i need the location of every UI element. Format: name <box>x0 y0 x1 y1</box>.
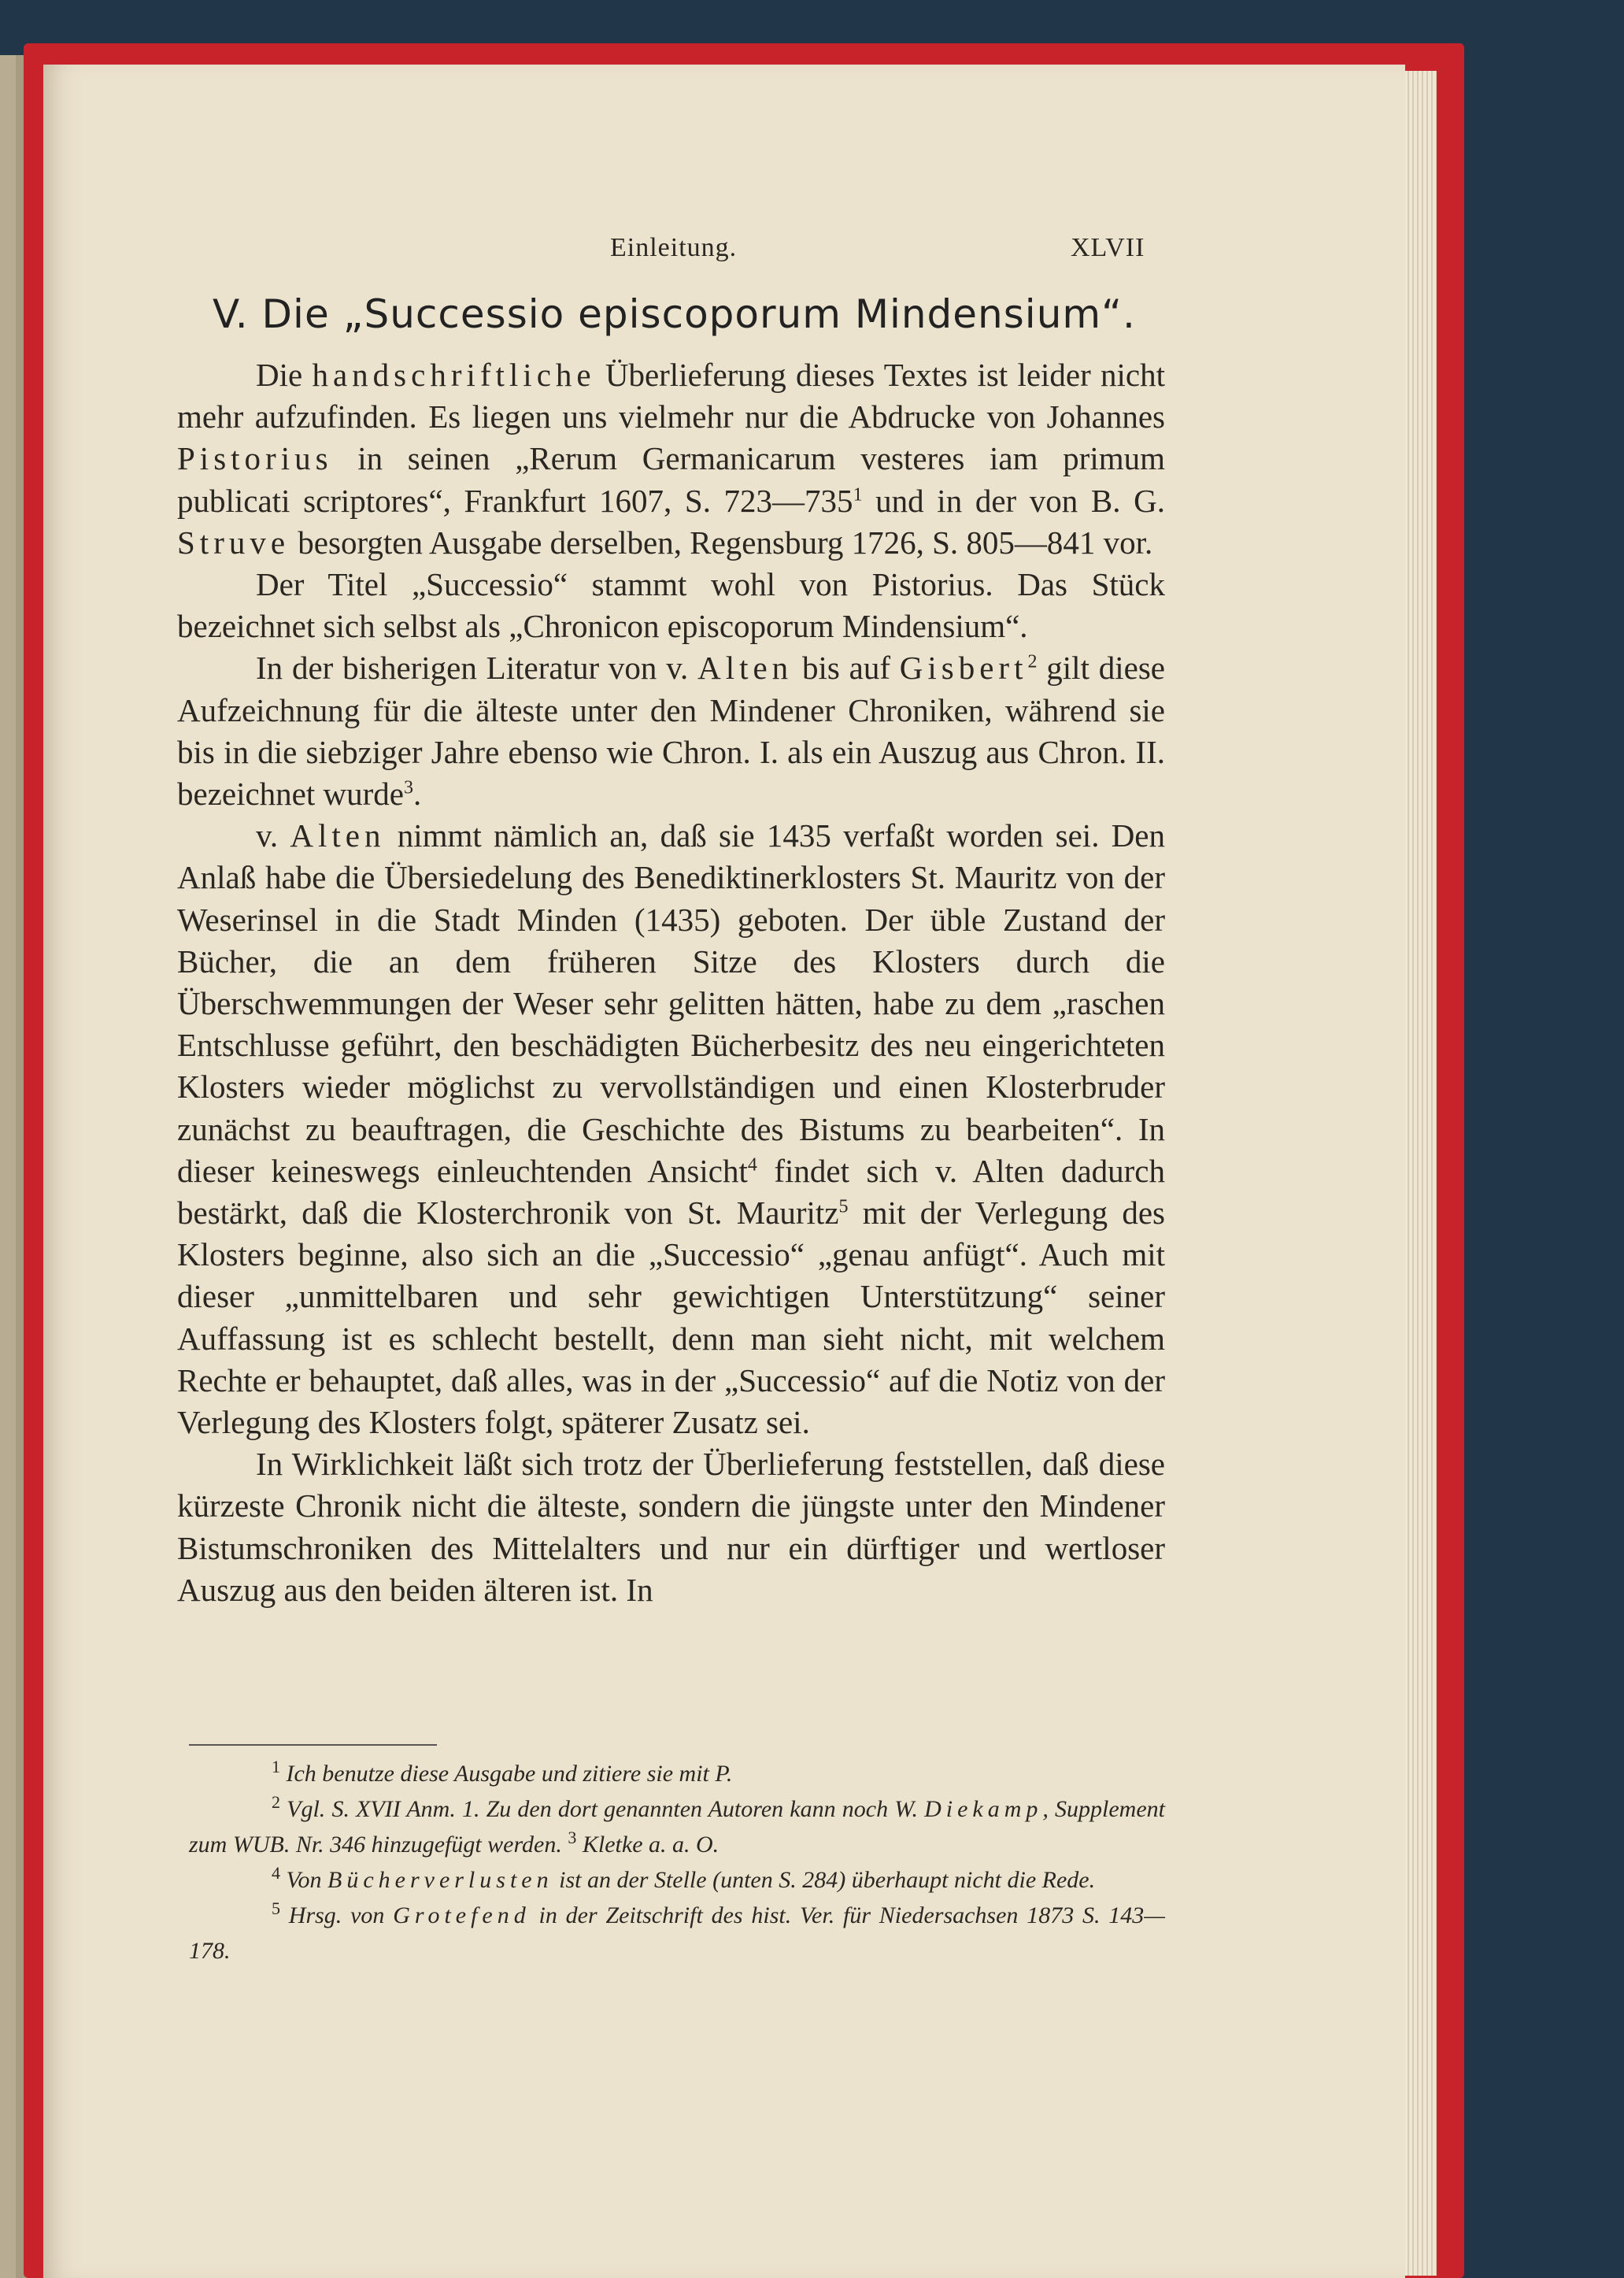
section-heading: V. Die „Successio episcoporum Mindensium“. <box>213 291 1136 337</box>
footnote-ref: 4 <box>747 1154 757 1176</box>
paragraph: v. Alten nimmt nämlich an, daß sie 1435 verfaßt worden sei. Den Anlaß habe die Übersiedelung des Benediktinerklosters St. Mauritz von der Weserinsel in die Stadt Minden (1435) geboten. Der üble Zustand der Bücher, die an dem früheren Sitze des Klosters durch die Überschwemmungen der Weser sehr gelitten hätten, habe zu dem „raschen Entschlusse geführt, den beschädigten Bücherbesitz des neu eingerichteten Klosters wieder möglichst zu vervollständigen und einen Klosterbruder zunächst zu beauftragen, die Geschichte des Bistums zu bearbeiten“. In dieser keineswegs einleuchtenden Ansicht$^4$ findet sich v. Alten dadurch bestärkt, daß die Klosterchronik von St. Mauritz$^5$ mit der Verlegung des Klosters beginne, also sich an die „Successio“ „genau anfügt“. Auch mit dieser „unmittelbaren und sehr gewichtigen Unterstützung“ seiner Auffassung ist es schlecht bestellt, denn man sieht nicht, mit welchem Rechte er behauptet, daß alles, was in der „Successio“ auf die Notiz von der Verlegung des Klosters folgt, späterer Zusatz sei. <box>177 817 1166 1441</box>
footnote-rule <box>189 1744 437 1746</box>
page-number: XLVII <box>1071 233 1145 262</box>
footnote: $^1$ Ich benutze diese Ausgabe und zitiere sie mit P. <box>272 1757 733 1787</box>
footnote-ref: 2 <box>1027 651 1038 672</box>
footnotes <box>189 1756 1165 1969</box>
footnote-ref: 3 <box>403 777 413 798</box>
footnote: $^2$ Vgl. S. XVII Anm. 1. Zu den dort genannten Autoren kann noch W. Diekamp, Supplement zum WUB. Nr. 346 hinzugefügt werden. $^3$ Kletke a. a. O. <box>189 1792 1166 1858</box>
footnote-ref: 5 <box>838 1196 849 1217</box>
footnote: $^4$ Von Bücherverlusten ist an der Stelle (unten S. 284) überhaupt nicht die Rede. <box>272 1863 1096 1893</box>
paragraph: Die handschriftliche Überlieferung dieses Textes ist leider nicht mehr aufzufinden. Es liegen uns vielmehr nur die Abdrucke von Johannes Pistorius in seinen „Rerum Germanicarum vesteres iam primum publicati scriptores“, Frankfurt 1607, S. $723—735^1$ und in der von B. G. Struve besorgten Ausgabe derselben, Regensburg 1726, S. 805—841 vor. <box>177 357 1166 561</box>
running-title: Einleitung. <box>610 233 738 262</box>
body-text <box>177 354 1165 1611</box>
paragraph: Der Titel „Successio“ stammt wohl von Pistorius. Das Stück bezeichnet sich selbst als „Chronicon episcoporum Mindensium“. <box>177 566 1165 645</box>
paragraph: In der bisherigen Literatur von v. Alten bis auf Gisbert$^2$ gilt diese Aufzeichnung für die älteste unter den Mindener Chroniken, während sie bis in die siebziger Jahre ebenso wie Chron. I. als ein Auszug aus Chron. II. bezeichnet wurde$^3$. <box>177 650 1165 813</box>
footnote-ref: 1 <box>853 483 863 505</box>
footnote: $^5$ Hrsg. von Grotefend in der Zeitschrift des hist. Ver. für Niedersachsen 1873 S. 143—178. <box>189 1898 1165 1964</box>
paragraph: In Wirklichkeit läßt sich trotz der Überlieferung feststellen, daß diese kürzeste Chronik nicht die älteste, sondern die jüngste unter den Mindener Bistumschroniken des Mittelalters und nur ein dürftiger und wertloser Auszug aus den beiden älteren ist. In <box>177 1446 1165 1608</box>
